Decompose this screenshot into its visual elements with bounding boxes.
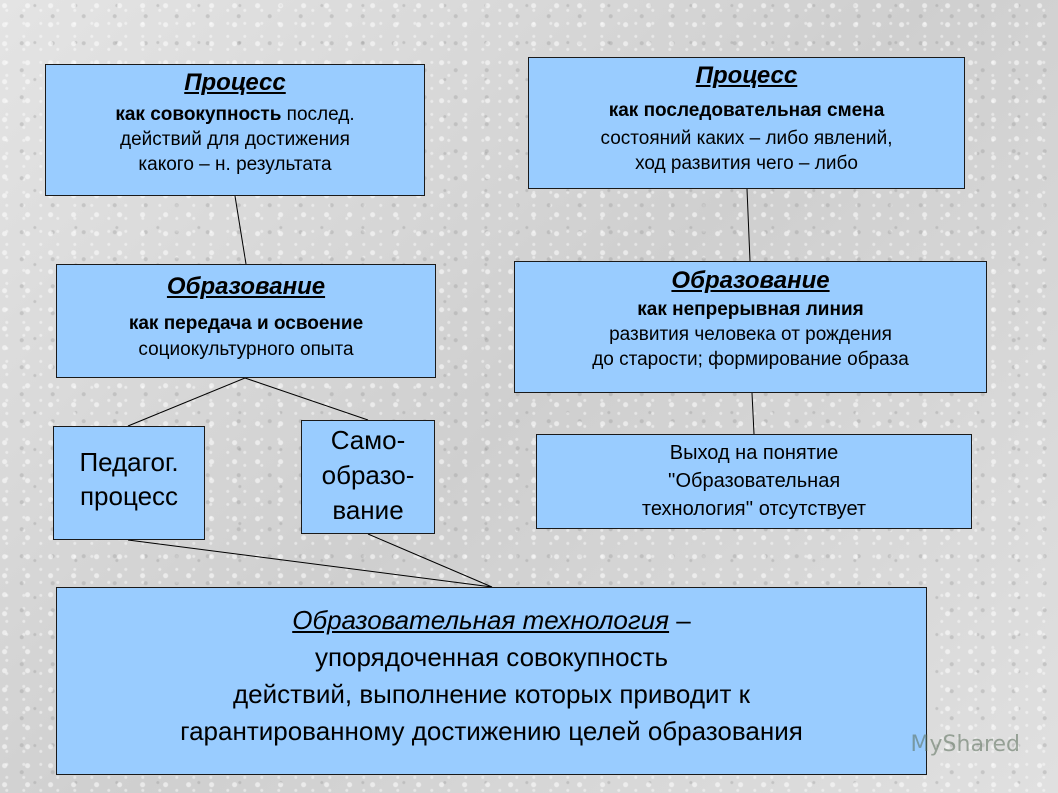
self-education-line3: вание — [332, 495, 404, 525]
process-right-line3: ход развития чего – либо — [635, 153, 858, 174]
education-technology-line3: действий, выполнение которых приводит к — [232, 679, 751, 709]
process-left-line3: какого – н. результата — [138, 154, 332, 175]
education-right-line1: как непрерывная линия — [637, 299, 864, 320]
self-education-box — [301, 420, 435, 534]
concept-exit-box — [536, 434, 972, 529]
self-education-line1: Само- — [330, 425, 406, 455]
process-left-line1 — [46, 102, 424, 127]
self-education-line2: образо- — [321, 460, 415, 490]
process-right-box — [528, 57, 965, 189]
education-left-title: Образование — [166, 273, 326, 300]
education-technology-dash: – — [669, 605, 691, 635]
connector-education-right-to-concept-exit — [752, 393, 754, 434]
process-left-line1-bold: как совокупность — [115, 104, 282, 125]
education-technology-line1 — [57, 602, 926, 639]
pedagogical-line2: процесс — [79, 481, 179, 511]
education-right-box — [514, 261, 987, 393]
education-left-box — [56, 264, 436, 378]
connector-education-left-to-pedagogical — [128, 378, 245, 426]
education-right-line3: до старости; формирование образа — [592, 349, 909, 370]
education-right-title: Образование — [671, 267, 830, 294]
process-right-title: Процесс — [695, 62, 798, 89]
concept-exit-line1: Выход на понятие — [669, 442, 839, 464]
education-left-line2: социокультурного опыта — [138, 339, 354, 360]
watermark-logo: MyShared — [910, 732, 1020, 757]
pedagogical-line1: Педагог. — [79, 447, 179, 477]
concept-exit-line3: технология'' отсутствует — [641, 498, 867, 520]
process-left-title: Процесс — [184, 69, 286, 96]
concept-exit-line2: ''Образовательная — [667, 470, 841, 492]
connector-education-left-to-self-education — [245, 378, 368, 420]
process-left-line2: действий для достижения — [120, 129, 350, 150]
education-technology-line4: гарантированному достижению целей образования — [180, 716, 803, 746]
education-right-line2: развития человека от рождения — [609, 324, 892, 345]
connector-process-left-to-education-left — [235, 196, 246, 264]
education-technology-term: Образовательная технология — [292, 605, 670, 635]
education-left-line1: как передача и освоение — [128, 313, 364, 334]
pedagogical-process-box — [53, 426, 205, 540]
process-left-line1-rest: послед. — [281, 104, 355, 125]
process-right-line1: как последовательная смена — [608, 100, 885, 121]
process-left-box — [45, 64, 425, 196]
education-technology-line2: упорядоченная совокупность — [314, 642, 669, 672]
connector-process-right-to-education-right — [747, 189, 750, 261]
process-right-line2: состояний каких – либо явлений, — [600, 128, 893, 149]
education-technology-box — [56, 587, 927, 775]
